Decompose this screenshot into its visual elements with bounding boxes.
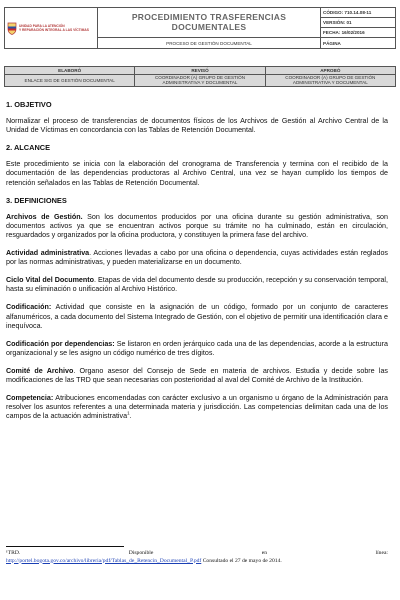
definition-item: [6, 367, 388, 385]
definition-text: Se listaron en orden jerárquico cada una de las dependencias, acorde a la estructura organizacional y se les asigno un código numérico de tres dígitos.: [6, 339, 388, 357]
definition-term: Comité de Archivo: [6, 366, 74, 375]
definition-term: Competencia:: [6, 394, 54, 403]
logo-text-line2: Y REPARACIÓN INTEGRAL A LAS VÍCTIMAS: [19, 28, 89, 32]
footnote-link[interactable]: http://portel.bogota.gov.co/archivo/libreria/pdf/Tablas_de_Retencin_Documental_P.pdf: [6, 557, 202, 564]
definition-text: . Organo asesor del Consejo de Sede en materia de archivos. Estudia y decide sobre las modificaciones de las TRD que sean necesarias con posterioridad al aval del Comité de Archivo de la Institución.: [6, 366, 388, 384]
value-reviso: COORDINADOR (A) GRUPO DE GESTIÓN ADMINISTRATIVA Y DOCUMENTAL: [135, 75, 265, 87]
code-cell: CÓDIGO: 710.14.08-11: [321, 8, 396, 18]
footnote-divider: [6, 546, 124, 547]
footnote-word-disponible: Disponible: [128, 550, 154, 556]
definition-term: Actividad administrativa: [6, 249, 90, 258]
definition-item: [6, 249, 388, 267]
approval-table: [4, 66, 396, 87]
definition-text: . Acciones llevadas a cabo por una oficina o dependencia, cuyas actividades están reglados por las normas administrativas, y pueden materializarse en un documento.: [6, 249, 388, 267]
definition-text: . Etapas de vida del documento desde su producción, recepción y su conservación temporal, hasta su eliminación o unificación al Archivo Histórico.: [6, 276, 389, 294]
definition-item: Competencia: Atribuciones encomendadas con carácter exclusivo a un organismo u órgano de la Administración para resolver los asuntos referentes a una determinada materia y jurisdicción. Las competencias delimitan cada una de los campos de la actuación administrativa$^1$.: [6, 394, 388, 421]
definition-term: Codificación:: [6, 303, 52, 312]
document-header: [4, 7, 396, 49]
title-line-2: DOCUMENTALES: [171, 21, 247, 32]
definition-term: Codificación por dependencias:: [6, 339, 115, 348]
section-alcance-heading: 2. ALCANCE: [6, 143, 51, 153]
document-body: [6, 97, 388, 430]
institution-logo: [7, 8, 95, 48]
page-cell: PÁGINA: [321, 38, 396, 49]
footnote: [6, 550, 388, 565]
definition-text: Atribuciones encomendadas con carácter exclusivo a un organismo u órgano de la Administración para resolver los asuntos referentes a una determinada materia y jurisdicción. Las competencias delimitan cada una de los campos de la actuación administrativa: [6, 394, 388, 421]
definition-item: [6, 340, 388, 358]
colombia-shield-icon: [7, 22, 17, 35]
header-reviso: REVISÓ: [135, 67, 265, 75]
value-aprobo: COORDINADOR (A) GRUPO DE GESTIÓN ADMINISTRATIVA Y DOCUMENTAL: [265, 75, 395, 87]
date-cell: FECHA: 16/02/2016: [321, 28, 396, 38]
header-elaboro: ELABORÓ: [5, 67, 135, 75]
definition-text: Son los documentos producidos por una oficina durante su gestión administrativa, son documentos activos ya que se encuentran activos porque su trámite no ha culminado, están en circulación, resguardados y organizados por la oficina productora, y constituyen la primera fase del archivo.: [6, 212, 388, 239]
header-aprobo: APROBÓ: [265, 67, 395, 75]
process-name: PROCESO DE GESTIÓN DOCUMENTAL: [98, 38, 321, 49]
logo-text-line1: UNIDAD PARA LA ATENCIÓN: [19, 23, 65, 28]
footnote-marker: ¹TRD.: [6, 550, 21, 556]
footnote-consulted: Consultado el 27 de mayo de 2014.: [201, 557, 282, 564]
definition-item: [6, 276, 388, 294]
footnote-word-en: en: [261, 550, 268, 556]
definition-item: [6, 303, 388, 330]
value-elaboro: ENLACE SIG DE GESTIÓN DOCUMENTAL: [5, 75, 135, 87]
definition-text: Actividad que consiste en la asignación de un código, formado por un conjunto de caracteres alfanuméricos, a cada documento del Sistema Integrado de Gestión, con el objetivo de permitir una identificación clara e inequívoca.: [6, 303, 388, 330]
section-alcance-text: Este procedimiento se inicia con la elaboración del cronograma de Transferencia y termina con el recibido de la documentación de las dependencias productoras al Archivo Central, una vez se hayan cumplido los tiempos de retención señalados en las Tablas de Retención Documental.: [6, 160, 388, 187]
definition-term: Ciclo Vital del Documento: [6, 276, 95, 285]
section-definiciones-heading: 3. DEFINICIONES: [6, 195, 67, 205]
footnote-reference: 1: [127, 410, 130, 416]
definition-term: Archivos de Gestión.: [6, 212, 83, 221]
section-objetivo-heading: 1. OBJETIVO: [6, 100, 52, 109]
title-line-1: PROCEDIMIENTO TRASFERENCIAS: [131, 11, 287, 22]
logo-cell: [5, 8, 98, 49]
version-cell: VERSIÓN: 01: [321, 18, 396, 28]
footnote-word-linea: línea:: [375, 550, 388, 556]
section-objetivo-text: Normalizar el proceso de transferencias de documentos físicos de los Archivos de Gestión al Archivo Central de la Unidad de Víctimas en concordancia con las Tablas de Retención Documental.: [6, 117, 388, 135]
definition-item: [6, 213, 388, 240]
document-title: [98, 8, 321, 38]
